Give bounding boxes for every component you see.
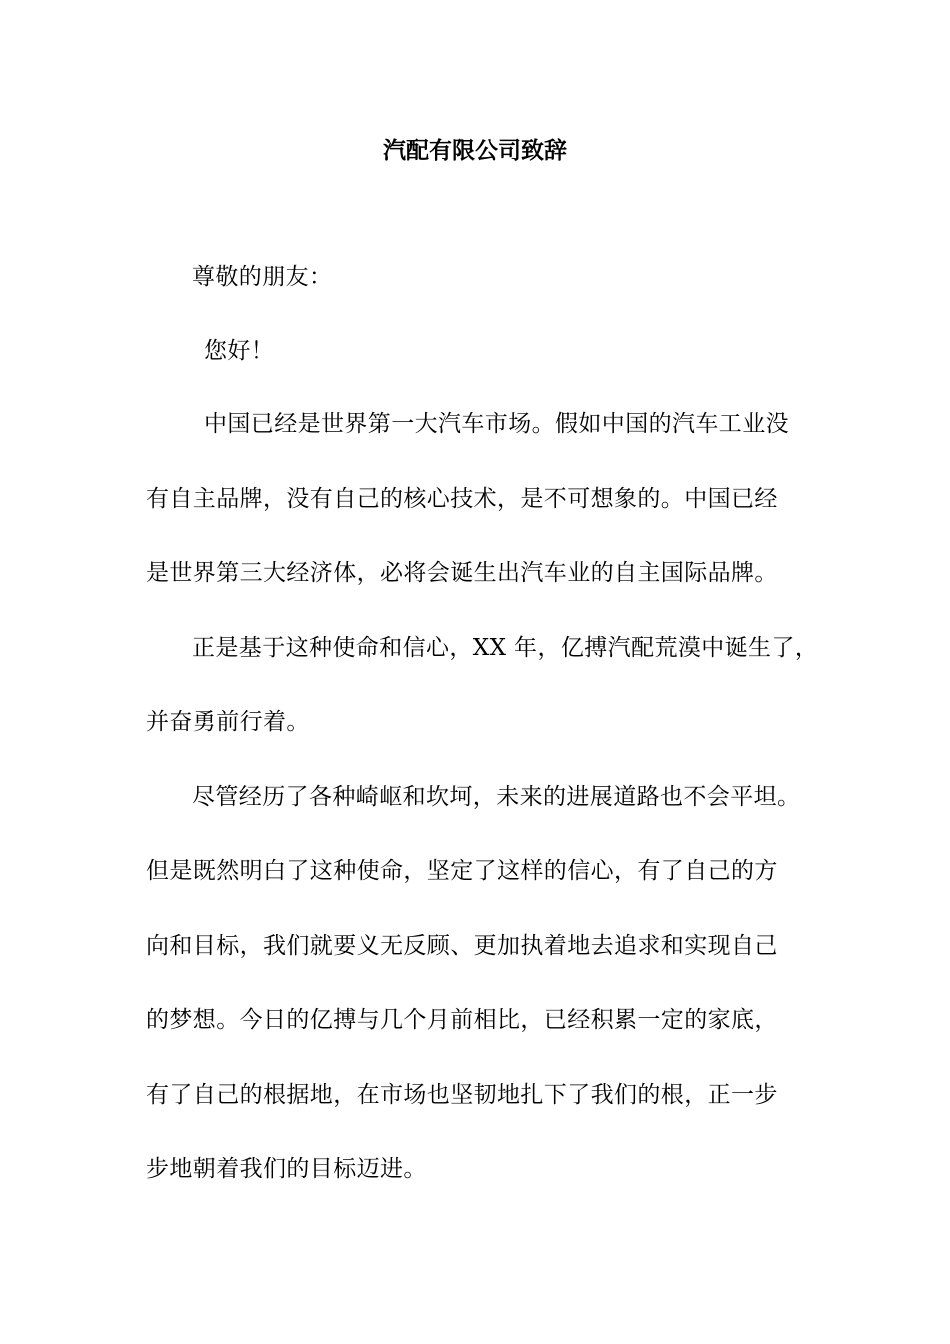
salutation-line: 尊敬的朋友： xyxy=(192,264,333,290)
body-line: 有自主品牌，没有自己的核心技术，是不可想象的。中国已经 xyxy=(146,486,778,512)
body-line: 但是既然明白了这种使命，坚定了这样的信心，有了自己的方 xyxy=(146,858,778,884)
body-line: 尽管经历了各种崎岖和坎坷，未来的进展道路也不会平坦。 xyxy=(192,784,801,810)
body-line: 并奋勇前行着。 xyxy=(146,709,310,735)
body-line: 步地朝着我们的目标迈进。 xyxy=(146,1156,427,1182)
document-title: 汽配有限公司致辞 xyxy=(383,137,567,164)
greeting-line: 您好！ xyxy=(204,338,275,364)
body-line: 向和目标，我们就要义无反顾、更加执着地去追求和实现自己 xyxy=(146,933,778,959)
body-line: 是世界第三大经济体，必将会诞生出汽车业的自主国际品牌。 xyxy=(146,560,778,586)
body-line: 有了自己的根据地，在市场也坚韧地扎下了我们的根，正一步 xyxy=(146,1082,778,1108)
body-line: 的梦想。今日的亿搏与几个月前相比，已经积累一定的家底， xyxy=(146,1007,778,1033)
body-line: 正是基于这种使命和信心，XX 年，亿搏汽配荒漠中诞生了， xyxy=(192,635,819,661)
body-line: 中国已经是世界第一大汽车市场。假如中国的汽车工业没 xyxy=(204,411,789,437)
